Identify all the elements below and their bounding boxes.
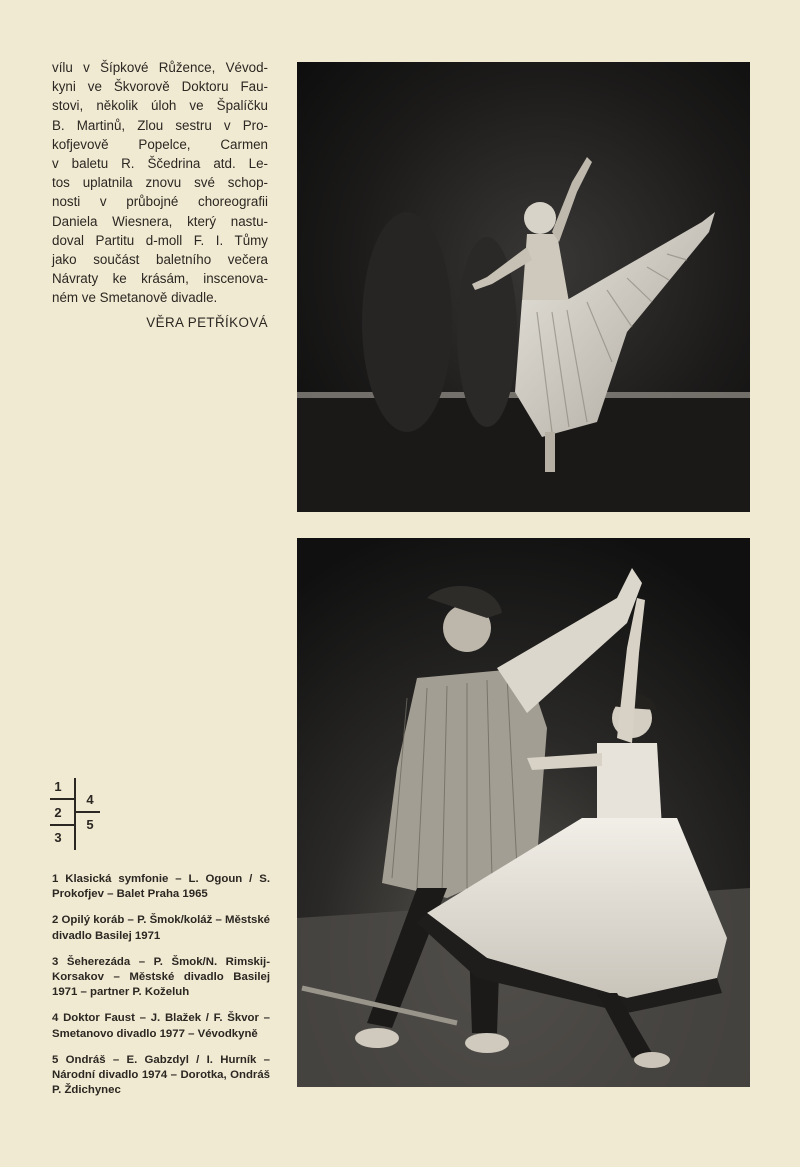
photo-dancer-arabesque (297, 62, 750, 512)
layout-key-rule (50, 798, 74, 800)
photo-dancing-couple-image (297, 538, 750, 1087)
caption-4: 4 Doktor Faust – J. Blažek / F. Škvor – Smetanovo divadlo 1977 – Vévodkyně (52, 1012, 270, 1040)
caption-3: 3 Šeherezáda – P. Šmok/N. Rimskij-Korsakov – Městské divadlo Basilej 1971 – partner P. Koželuh (52, 955, 270, 999)
text-line: B. Martinů, Zlou sestru v Pro- (52, 117, 268, 133)
text-line: kyni ve Škvorově Doktoru Fau- (52, 79, 268, 95)
text-line: ném ve Smetanově divadle. (52, 290, 218, 306)
caption-1: 1 Klasická symfonie – L. Ogoun / S. Prokofjev – Balet Praha 1965 (52, 873, 270, 901)
layout-key-number-3: 3 (54, 830, 62, 845)
layout-key-number-4: 4 (86, 792, 94, 807)
photo-layout-key (50, 778, 106, 850)
layout-key-number-5: 5 (86, 817, 94, 832)
photo-dancing-couple (297, 538, 750, 1087)
text-line: v baletu R. Ščedrina atd. Le- (52, 156, 268, 172)
text-line: vílu v Šípkové Růžence, Vévod- (52, 60, 268, 75)
text-line: kofjevově Popelce, Carmen (52, 136, 268, 152)
layout-key-rule (76, 811, 100, 813)
caption-2: 2 Opilý koráb – P. Šmok/koláž – Městské divadlo Basilej 1971 (52, 914, 270, 942)
layout-key-rule (50, 824, 74, 826)
text-line: doval Partitu d-moll F. I. Tůmy (52, 232, 268, 248)
text-line: nosti v průbojné choreografii (52, 194, 268, 210)
layout-key-number-1: 1 (54, 779, 62, 794)
text-line: stovi, několik úloh ve Špalíčku (52, 98, 268, 114)
text-line: tos uplatnila znovu své schop- (52, 175, 268, 191)
article-text (52, 58, 268, 308)
layout-key-number-2: 2 (54, 805, 62, 820)
photo-dancer-arabesque-image (297, 62, 750, 512)
photo-captions (52, 872, 270, 1109)
text-line: Daniela Wiesnera, který nastu- (52, 213, 268, 229)
text-line: Návraty ke krásám, inscenova- (52, 271, 268, 287)
layout-key-vertical-rule (74, 778, 76, 850)
author-byline: VĚRA PETŘÍKOVÁ (146, 315, 268, 330)
text-line: jako součást baletního večera (52, 252, 268, 268)
caption-5: 5 Ondráš – E. Gabzdyl / I. Hurník – Národní divadlo 1974 – Dorotka, Ondráš P. Ždichynec (52, 1053, 270, 1097)
